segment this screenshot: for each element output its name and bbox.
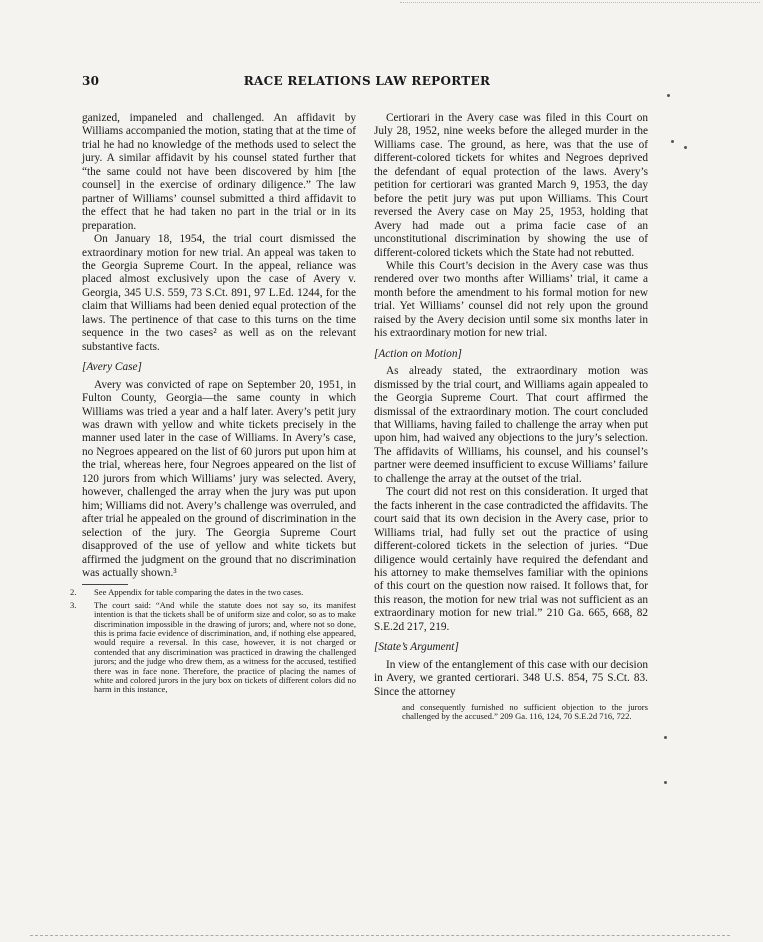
scan-speck (664, 781, 667, 784)
page-number: 30 (82, 74, 100, 88)
paragraph: Avery was convicted of rape on September 20, 1951, in Fulton County, Georgia—the same county in which Williams was tried a year and a half later. Avery’s petit jury was drawn with yellow and white tickets precisely in the manner used later in the case of Williams. In Avery’s case, no Negroes appeared on the list of 60 jurors put upon him at the trial, whereas here, four Negroes appeared on the list of 120 jurors from which Williams’ jury was selected. Avery, however, challenged the array when the jury was put upon him; Williams did not. Avery’s challenge was overruled, and after trial he appealed on the ground of discrimination in the selection of the jury. The Georgia Supreme Court disapproved of the use of yellow and white tickets but affirmed the judgment on the ground that no discrimination was actually shown.³ (82, 378, 356, 579)
scan-speck (667, 94, 670, 97)
paragraph: ganized, impaneled and challenged. An affidavit by Williams accompanied the motion, stating that at the time of trial he had no knowledge of the methods used to select the jury. A similar affidavit by his counsel stated further that “the same could not have been discovered by him [the counsel] in the exercise of ordinary diligence.” The law partner of Williams’ counsel submitted a third affidavit to the effect that he had taken no part in the trial or in its preparation. (82, 112, 356, 232)
scan-speck (684, 146, 687, 149)
section-heading-states-argument: [State’s Argument] (374, 641, 459, 654)
scan-edge-top (400, 2, 760, 3)
footnote-continuation: and consequently furnished no sufficient objection to the jurors challenged by the accused.” 209 Ga. 116, 124, 70 S.E.2d 716, 722. (402, 702, 648, 722)
right-column (374, 112, 648, 722)
footnote-2: 2. See Appendix for table comparing the dates in the two cases. (70, 587, 304, 598)
footnote-divider (82, 584, 128, 585)
scan-edge-bottom (30, 935, 730, 936)
footnotes (70, 587, 356, 695)
paragraph: As already stated, the extraordinary motion was dismissed by the trial court, and Williams again appealed to the Georgia Supreme Court. That court affirmed the dismissal of the extraordinary motion. The court concluded that Williams, having failed to challenge the array when put upon him, had waived any objections to the jury’s selection. The affidavits of Williams, his counsel, and his counsel’s partner were deemed insufficient to excuse Williams’ failure to challenge the array at the outset of the trial. (374, 365, 648, 485)
paragraph: While this Court’s decision in the Avery case was thus rendered over two months after Williams’ trial, it came a month before the amendment to his formal motion for new trial. Yet Williams’ counsel did not rely upon the ground raised by the Avery decision until some six months later in his extraordinary motion for new trial. (374, 259, 648, 340)
paragraph: On January 18, 1954, the trial court dismissed the extraordinary motion for new trial. An appeal was taken to the Georgia Supreme Court. In the appeal, reliance was placed almost exclusively upon the case of Avery v. Georgia, 345 U.S. 559, 73 S.Ct. 891, 97 L.Ed. 1244, for the claim that Williams had been denied equal protection of the laws. The pertinence of that case to this turns on the time sequence in the two cases² as well as on the relevant substantive facts. (82, 233, 356, 353)
scan-speck (664, 736, 667, 739)
paragraph: The court did not rest on this consideration. It urged that the facts inherent in the case contradicted the affidavits. The court said that its own decision in the Avery case, prior to Williams trial, had fully set out the practice of using different-colored tickets in the selection of juries. “Due diligence would certainly have required the defendant and his attorney to make themselves familiar with the opinions of this court on the question now raised. It follows that, for this reason, the motion for new trial was not sufficient as an extraordinary motion for new trial.” 210 Ga. 665, 668, 82 S.E.2d 217, 219. (374, 486, 648, 633)
running-title: RACE RELATIONS LAW REPORTER (243, 74, 491, 88)
section-heading-action-on-motion: [Action on Motion] (374, 347, 462, 360)
footnote-3: 3. The court said: “And while the statute does not say so, its manifest intention is that the tickets shall be of uniform size and color, so as to make discrimination impossible in the drawing of jurors; and, where not so done, this is prima facie evidence of discrimination, and, if nothing else appeared, would require a reversal. In this case, however, it is not charged or contended that any discrimination was practiced in drawing the challenged jurors; and the judge who drew them, as a witness for the accused, testified there was in face none. Therefore, the practice of placing the names of white and colored jurors in the jury box on tickets of different colors did no harm in this instance, (70, 599, 356, 695)
paragraph: Certiorari in the Avery case was filed in this Court on July 28, 1952, nine weeks before the alleged murder in the Williams case. The ground, as here, was that the use of different-colored tickets for whites and Negroes deprived the defendant of equal protection of the laws. Avery’s petition for certiorari was granted March 9, 1953, the day before the petit jury was put upon Williams. This Court reversed the Avery case on May 25, 1953, holding that Avery had made out a prima facie case of an unconstitutional discrimination by showing the use of different-colored tickets which the State had not rebutted. (374, 112, 648, 259)
left-column (70, 112, 356, 698)
section-heading-avery-case: [Avery Case] (82, 361, 142, 374)
scan-speck (671, 140, 674, 143)
paragraph: In view of the entanglement of this case with our decision in Avery, we granted certiorari. 348 U.S. 854, 75 S.Ct. 83. Since the attorney (374, 658, 648, 698)
